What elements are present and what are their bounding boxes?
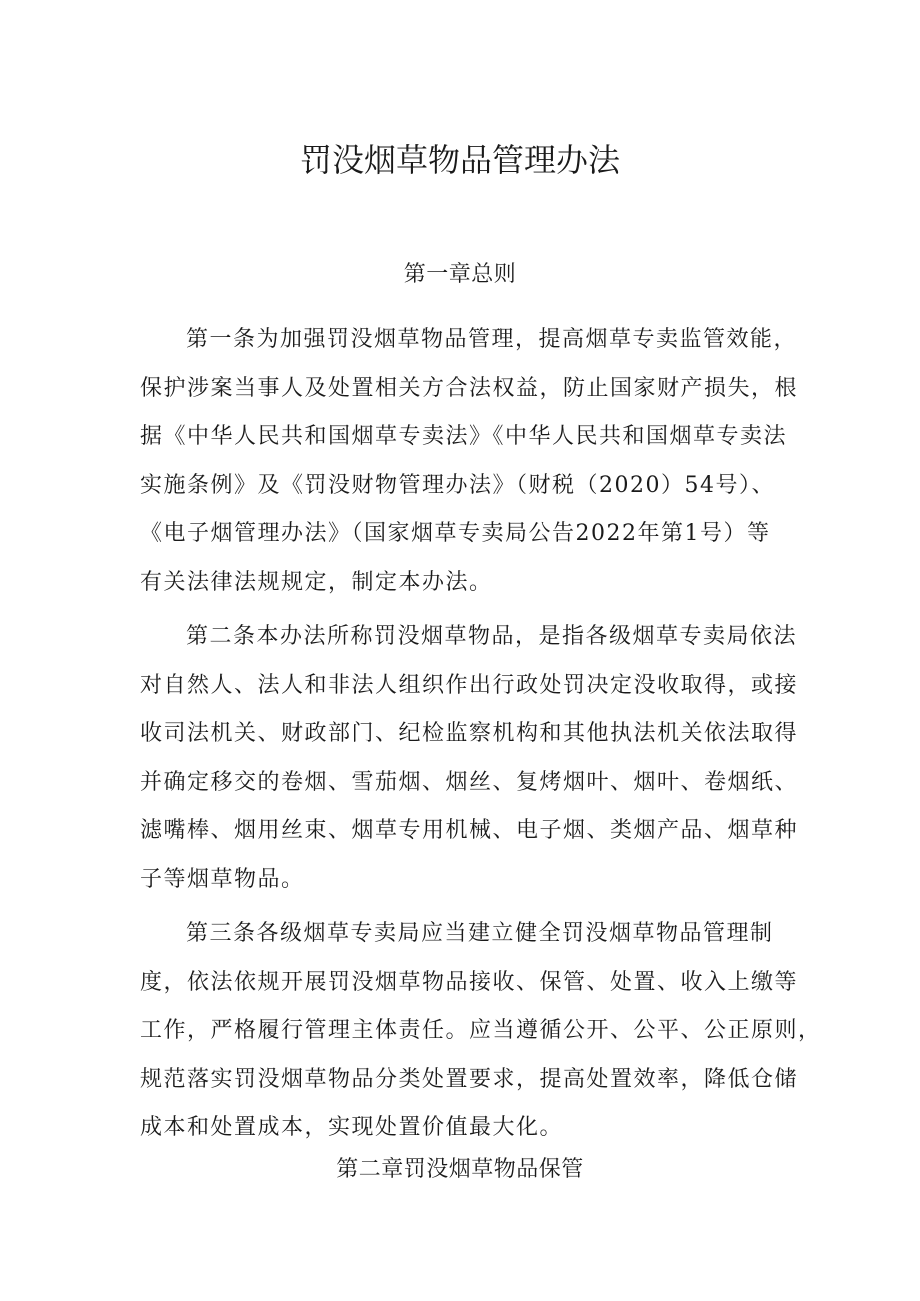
article-1-line: 有关法律法规规定，制定本办法。 <box>140 569 493 595</box>
article-1-line: 《电子烟管理办法》（国家烟草专卖局公告2022年第1号）等 <box>140 521 771 547</box>
article-1-line: 保护涉案当事人及处置相关方合法权益，防止国家财产损失，根 <box>140 375 799 401</box>
article-3-line: 第三条各级烟草专卖局应当建立健全罚没烟草物品管理制 <box>186 921 774 946</box>
article-3-line: 成本和处置成本，实现处置价值最大化。 <box>140 1115 564 1141</box>
article-3-line: 度，依法依规开展罚没烟草物品接收、保管、处置、收入上缴等 <box>140 969 799 995</box>
chapter-heading-1: 第一章总则 <box>403 262 517 287</box>
article-2-line: 子等烟草物品。 <box>140 866 305 892</box>
document-title: 罚没烟草物品管理办法 <box>299 141 620 179</box>
article-2 <box>140 613 799 905</box>
article-1 <box>140 316 799 608</box>
article-2-line: 并确定移交的卷烟、雪茄烟、烟丝、复烤烟叶、烟叶、卷烟纸、 <box>140 769 799 795</box>
article-1-line: 实施条例》及《罚没财物管理办法》（财税（2020）54号）、 <box>140 472 775 498</box>
article-3-line: 工作，严格履行管理主体责任。应当遵循公开、公平、公正原则， <box>140 1018 822 1044</box>
article-3-line: 规范落实罚没烟草物品分类处置要求，提高处置效率，降低仓储 <box>140 1066 799 1092</box>
chapter-heading-2: 第二章罚没烟草物品保管 <box>336 1157 584 1182</box>
article-1-line: 据《中华人民共和国烟草专卖法》《中华人民共和国烟草专卖法 <box>140 424 788 450</box>
article-2-line: 对自然人、法人和非法人组织作出行政处罚决定没收取得，或接 <box>140 672 799 698</box>
article-2-line: 收司法机关、财政部门、纪检监察机构和其他执法机关依法取得 <box>140 721 799 747</box>
article-1-line: 第一条为加强罚没烟草物品管理，提高烟草专卖监管效能， <box>186 327 798 352</box>
article-2-line: 滤嘴棒、烟用丝束、烟草专用机械、电子烟、类烟产品、烟草种 <box>140 818 799 844</box>
article-2-line: 第二条本办法所称罚没烟草物品，是指各级烟草专卖局依法 <box>186 624 798 649</box>
article-3 <box>140 910 822 1153</box>
